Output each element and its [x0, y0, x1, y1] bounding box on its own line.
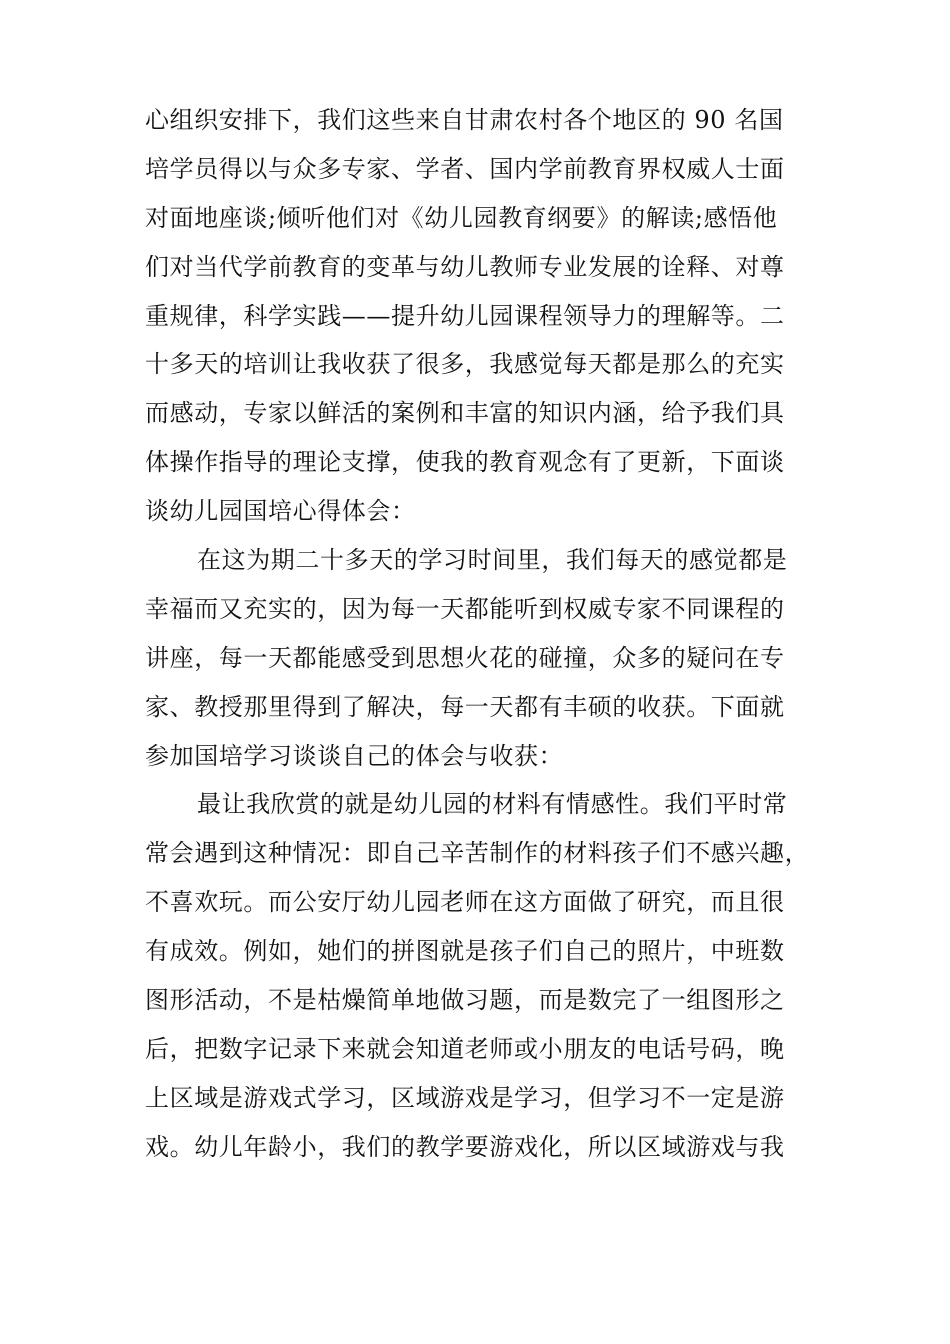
text-line: 上区域是游戏式学习，区域游戏是学习，但学习不一定是游: [145, 1083, 785, 1112]
text-line: 图形活动，不是枯燥简单地做习题，而是数完了一组图形之: [145, 986, 785, 1015]
paragraph-start-line: 最让我欣赏的就是幼儿园的材料有情感性。我们平时常: [197, 790, 788, 819]
text-line: 参加国培学习谈谈自己的体会与收获：: [145, 741, 564, 770]
text-line: 十多天的培训让我收获了很多，我感觉每天都是那么的充实: [145, 350, 785, 379]
text-line: 有成效。例如，她们的拼图就是孩子们自己的照片，中班数: [145, 937, 785, 966]
text-line: 幸福而又充实的，因为每一天都能听到权威专家不同课程的: [145, 594, 785, 623]
text-line: 重规律，科学实践——提升幼儿园课程领导力的理解等。二: [145, 301, 785, 330]
text-line: 培学员得以与众多专家、学者、国内学前教育界权威人士面: [145, 154, 785, 183]
text-line: 心组织安排下，我们这些来自甘肃农村各个地区的 90 名国: [145, 106, 784, 134]
text-line: 谈幼儿园国培心得体会：: [145, 497, 416, 526]
text-line: 而感动，专家以鲜活的案例和丰富的知识内涵，给予我们具: [145, 399, 785, 428]
text-line: 家、教授那里得到了解决，每一天都有丰硕的收获。下面就: [145, 692, 785, 721]
text-line: 不喜欢玩。而公安厅幼儿园老师在这方面做了研究，而且很: [145, 888, 785, 917]
paragraph-start-line: 在这为期二十多天的学习时间里，我们每天的感觉都是: [197, 546, 788, 575]
text-line: 讲座，每一天都能感受到思想火花的碰撞，众多的疑问在专: [145, 643, 785, 672]
text-line: 戏。幼儿年龄小，我们的教学要游戏化，所以区域游戏与我: [145, 1132, 785, 1161]
text-line: 对面地座谈;倾听他们对《幼儿园教育纲要》的解读;感悟他: [145, 203, 778, 232]
body-text: [145, 96, 825, 1172]
text-line: 体操作指导的理论支撑，使我的教育观念有了更新，下面谈: [145, 448, 785, 477]
text-line: 后，把数字记录下来就会知道老师或小朋友的电话号码，晚: [145, 1034, 785, 1063]
text-line: 常会遇到这种情况：即自己辛苦制作的材料孩子们不感兴趣，: [145, 839, 810, 868]
text-line: 们对当代学前教育的变革与幼儿教师专业发展的诠释、对尊: [145, 252, 785, 281]
